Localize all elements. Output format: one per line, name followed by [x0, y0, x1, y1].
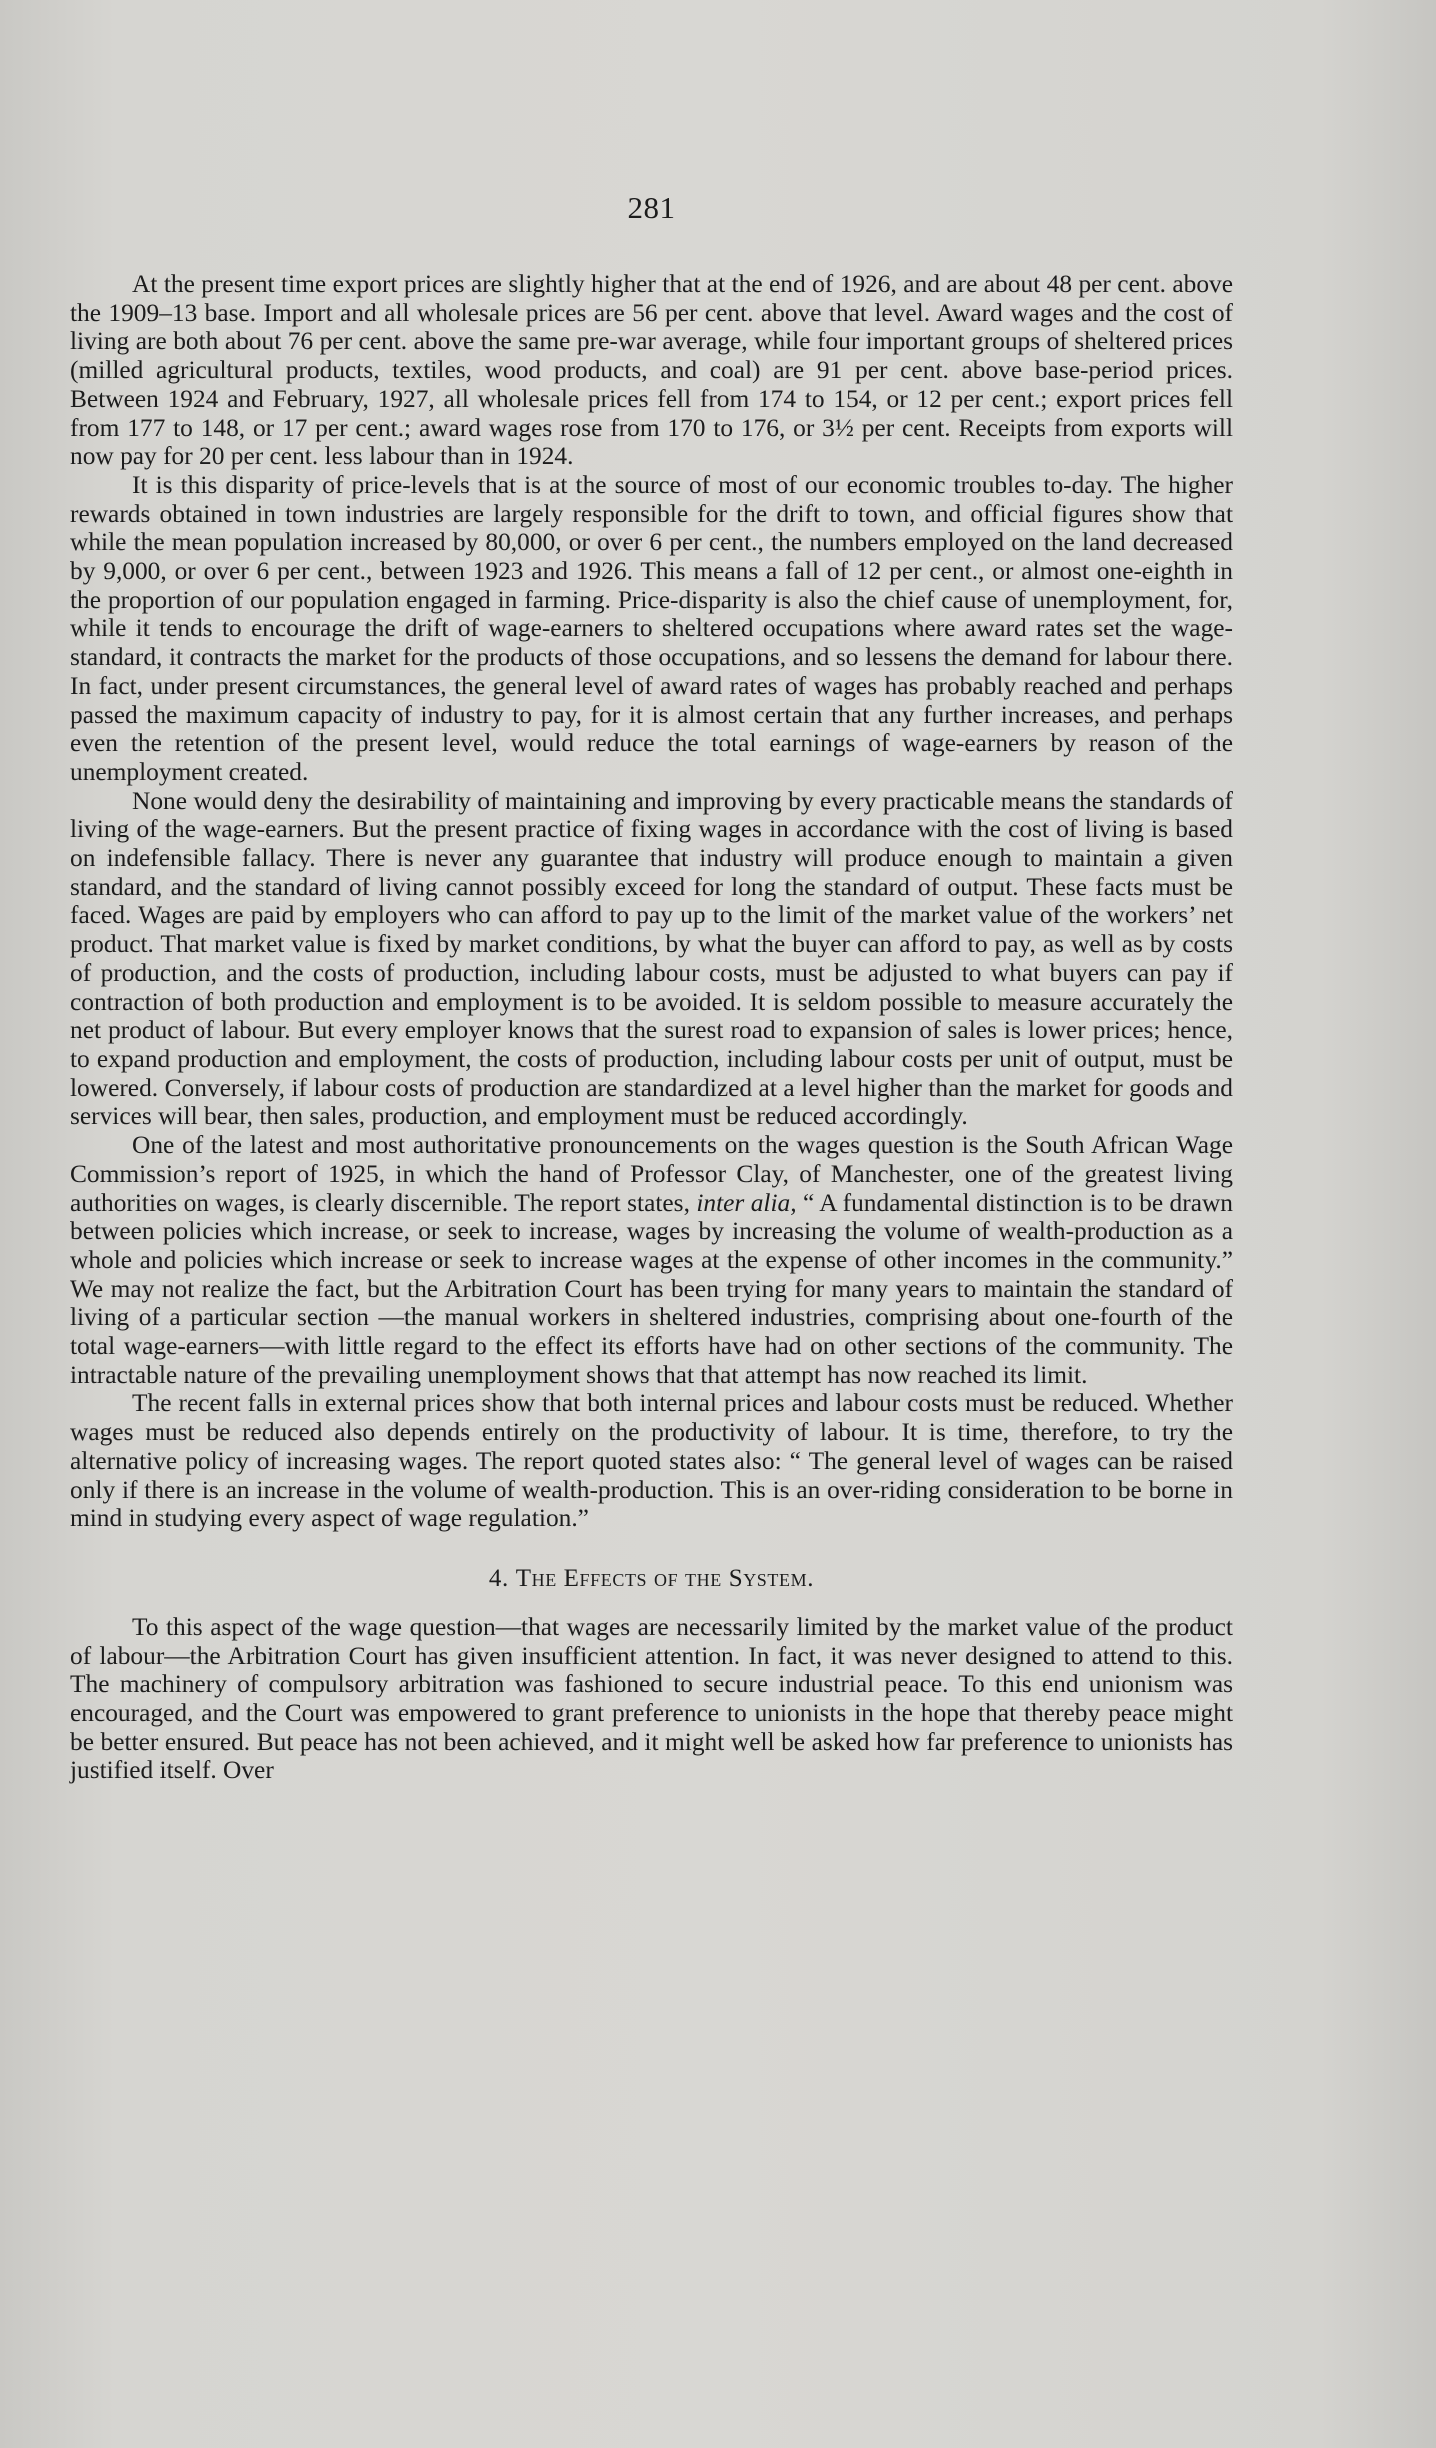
paragraph-arbitration-court: To this aspect of the wage question—that wages are necessarily limited by the market value of the product of labour—the Arbitration Court has given insufficient attention. In fact, it was never designed to attend to this. The machinery of compulsory arbitration was fashioned to secure industrial peace. To this end unionism was encouraged, and the Court was empowered to grant preference to unionists in the hope that thereby peace might be better ensured. But peace has not been achieved, and it might well be asked how far preference to unionists has justified itself. Over: [70, 1612, 1233, 1785]
inter-alia-italic: inter alia,: [696, 1188, 797, 1217]
section-heading: [70, 1565, 1233, 1593]
page-number: 281: [627, 190, 676, 225]
paragraph-price-levels: At the present time export prices are slightly higher that at the end of 1926, and are about 48 per cent. above the 1909–13 base. Import and all wholesale prices are 56 per cent. above that level. Award wages and the cost of living are both about 76 per cent. above the same pre-war average, while four important groups of sheltered prices (milled agricultural products, textiles, wood products, and coal) are 91 per cent. above base-period prices. Between 1924 and February, 1927, all wholesale prices fell from 174 to 154, or 12 per cent.; export prices fell from 177 to 148, or 17 per cent.; award wages rose from 170 to 176, or 3½ per cent. Receipts from exports will now pay for 20 per cent. less labour than in 1924.: [70, 270, 1233, 471]
paragraph-price-disparity: It is this disparity of price-levels that is at the source of most of our economic troubles to-day. The higher rewards obtained in town industries are largely responsible for the drift to town, and official figures show that while the mean population increased by 80,000, or over 6 per cent., the numbers employed on the land decreased by 9,000, or over 6 per cent., between 1923 and 1926. This means a fall of 12 per cent., or almost one-eighth in the proportion of our population engaged in farming. Price-disparity is also the chief cause of unemployment, for, while it tends to encourage the drift of wage-earners to sheltered occupations where award rates set the wage-standard, it contracts the market for the products of those occupations, and so lessens the demand for labour there. In fact, under present circumstances, the general level of award rates of wages has probably reached and perhaps passed the maximum capacity of industry to pay, for it is almost certain that any further increases, and perhaps even the retention of the present level, would reduce the total earnings of wage-earners by reason of the unemployment created.: [70, 470, 1233, 786]
section-title: The Effects of the System.: [515, 1564, 815, 1592]
document-page: [70, 190, 1233, 1785]
paragraph-external-prices: The recent falls in external prices show that both internal prices and labour costs must be reduced. Whether wages must be reduced also depends entirely on the productivity of labour. It is time, therefore, to try the alternative policy of increasing wages. The report quoted states also: “ The general level of wages can be raised only if there is an increase in the volume of wealth-production. This is an over-riding consideration to be borne in mind in studying every aspect of wage regulation.”: [70, 1389, 1233, 1533]
wage-commission-text-end: “ A fundamental distinction is to be drawn between policies which increase, or seek to increase, wages by increasing the volume of wealth-production as a whole and policies which increase or seek to increase wages at the expense of other incomes in the community.” We may not realize the fact, but the Arbitration Court has been trying for many years to maintain the standard of living of a particular section —the manual workers in sheltered industries, comprising about one-fourth of the total wage-earners—with little regard to the effect its efforts have had on other sections of the community. The intractable nature of the prevailing unemployment shows that that attempt has now reached its limit.: [70, 1188, 1233, 1389]
wage-commission-text-start: One of the latest and most authoritative pronouncements on the wages question is the South African Wage Commission’s report of 1925, in which the hand of Professor Clay, of Manchester, one of the greatest living authorities on wages, is clearly discernible. The report states,: [70, 1131, 1233, 1217]
paragraph-standards-of-living: None would deny the desirability of maintaining and improving by every practicable means the standards of living of the wage-earners. But the present practice of fixing wages in accordance with the cost of living is based on indefensible fallacy. There is never any guarantee that industry will produce enough to maintain a given standard, and the standard of living cannot possibly exceed for long the standard of output. These facts must be faced. Wages are paid by employers who can afford to pay up to the limit of the market value of the workers’ net product. That market value is fixed by market conditions, by what the buyer can afford to pay, as well as by costs of production, and the costs of production, including labour costs, must be adjusted to what buyers can pay if contraction of both production and employment is to be avoided. It is seldom possible to measure accurately the net product of labour. But every employer knows that the surest road to expansion of sales is lower prices; hence, to expand production and employment, the costs of production, including labour costs per unit of output, must be lowered. Conversely, if labour costs of production are standardized at a level higher than the market for goods and services will bear, then sales, production, and employment must be reduced accordingly.: [70, 786, 1233, 1131]
section-number: 4.: [488, 1564, 509, 1592]
paragraph-wage-commission: [70, 1131, 1233, 1389]
